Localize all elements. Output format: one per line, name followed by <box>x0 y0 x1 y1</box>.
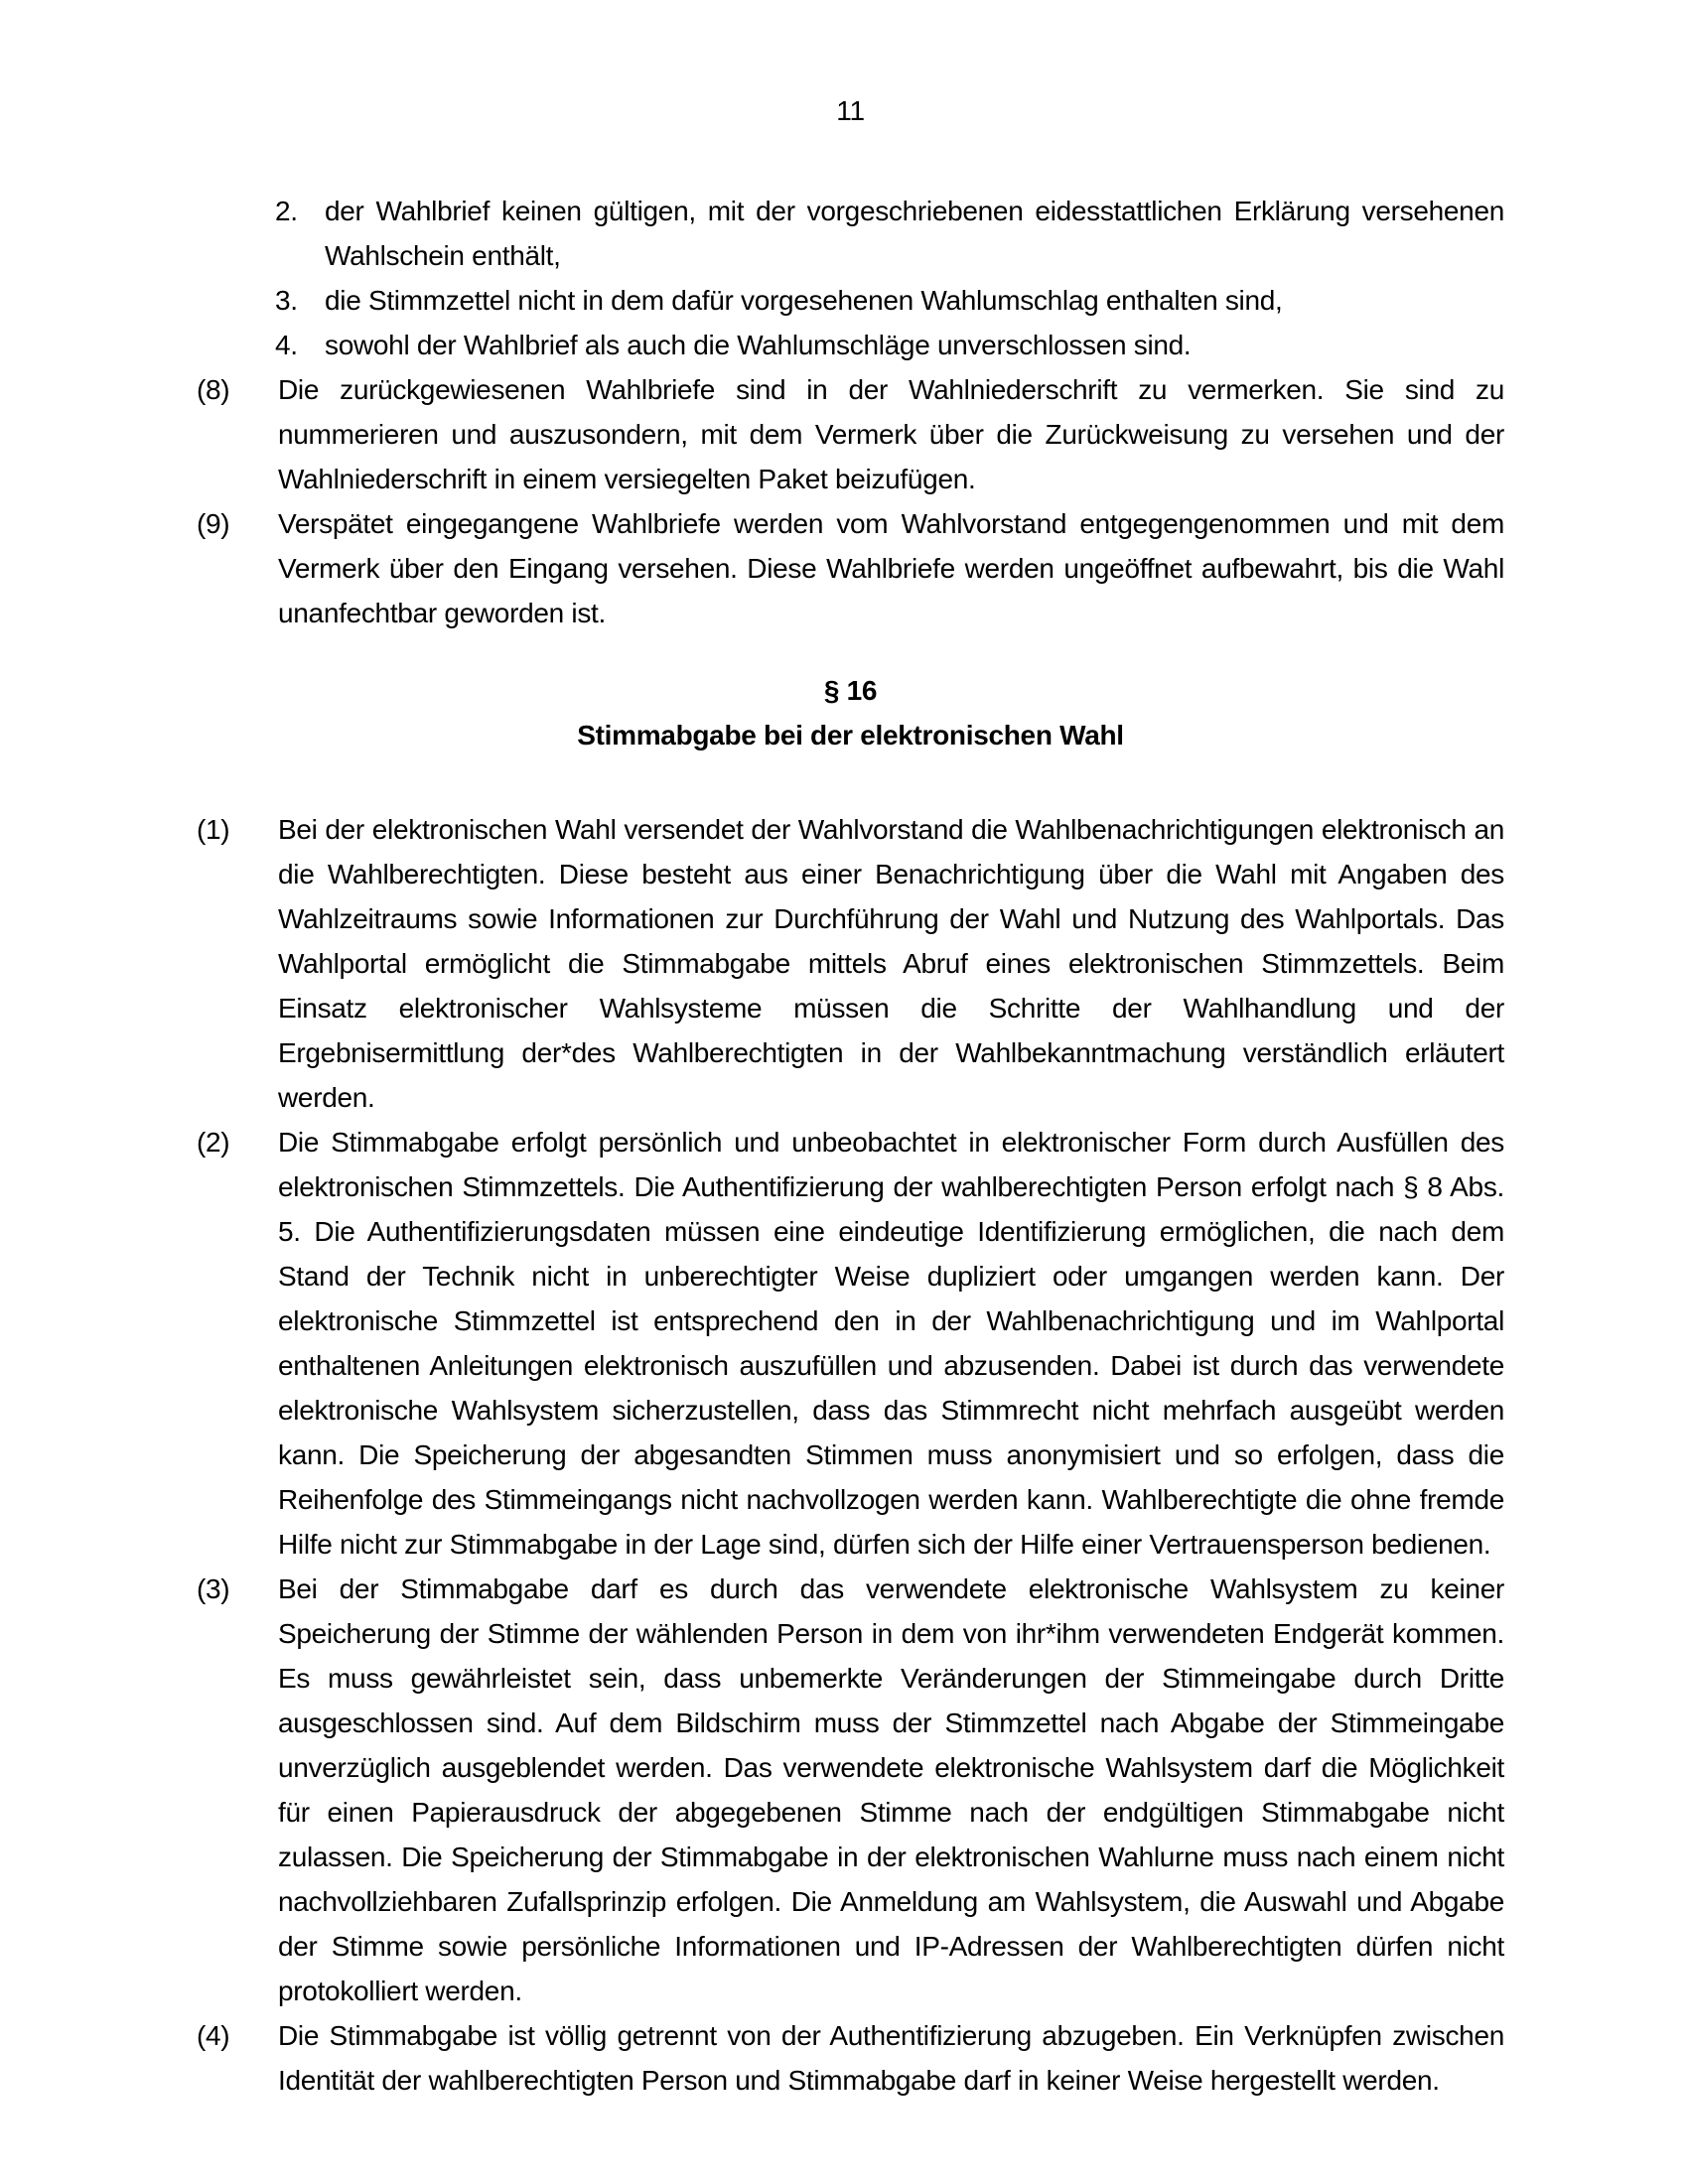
paragraph <box>197 2013 1504 2103</box>
paragraph-text: Die Stimmabgabe erfolgt persönlich und unbeobachtet in elektronischer Form durch Ausfüllen des elektronischen Stimmzettels. Die Authentifizierung der wahlberechtigten Person erfolgt nach § 8 Abs. 5. Die Authentifizierungsdaten müssen eine eindeutige Identifizierung ermöglichen, die nach dem Stand der Technik nicht in unberechtigter Weise dupliziert oder umgangen werden kann. Der elektronische Stimmzettel ist entsprechend den in der Wahlbenachrichtigung und im Wahlportal enthaltenen Anleitungen elektronisch auszufüllen und abzusenden. Dabei ist durch das verwendete elektronische Wahlsystem sicherzustellen, dass das Stimmrecht nicht mehrfach ausgeübt werden kann. Die Speicherung der abgesandten Stimmen muss anonymisiert und so erfolgen, dass die Reihenfolge des Stimmeingangs nicht nachvollzogen werden kann. Wahlberechtigte die ohne fremde Hilfe nicht zur Stimmabgabe in der Lage sind, dürfen sich der Hilfe einer Vertrauensperson bedienen. <box>278 1127 1504 1560</box>
list-item-number: 4. <box>275 330 298 360</box>
paragraph-number: (9) <box>197 508 230 539</box>
paragraph <box>197 807 1504 1120</box>
paragraph-text: Verspätet eingegangene Wahlbriefe werden vom Wahlvorstand entgegengenommen und mit dem Vermerk über den Eingang versehen. Diese Wahlbriefe werden ungeöffnet aufbewahrt, bis die Wahl unanfechtbar geworden ist. <box>278 508 1504 628</box>
paragraph-number: (1) <box>197 814 230 845</box>
section-title: Stimmabgabe bei der elektronischen Wahl <box>577 720 1124 751</box>
list-item <box>275 278 1504 323</box>
document-content <box>197 189 1504 2103</box>
paragraph-number: (8) <box>197 374 230 405</box>
list-item-text: die Stimmzettel nicht in dem dafür vorgesehenen Wahlumschlag enthalten sind, <box>325 285 1283 316</box>
paragraph-text: Bei der Stimmabgabe darf es durch das verwendete elektronische Wahlsystem zu keiner Speicherung der Stimme der wählenden Person in dem von ihr*ihm verwendeten Endgerät kommen. Es muss gewährleistet sein, dass unbemerkte Veränderungen der Stimmeingabe durch Dritte ausgeschlossen sind. Auf dem Bildschirm muss der Stimmzettel nach Abgabe der Stimmeingabe unverzüglich ausgeblendet werden. Das verwendete elektronische Wahlsystem darf die Möglichkeit für einen Papierausdruck der abgegebenen Stimme nach der endgültigen Stimmabgabe nicht zulassen. Die Speicherung der Stimmabgabe in der elektronischen Wahlurne muss nach einem nicht nachvollziehbaren Zufallsprinzip erfolgen. Die Anmeldung am Wahlsystem, die Auswahl und Abgabe der Stimme sowie persönliche Informationen und IP-Adressen der Wahlberechtigten dürfen nicht protokolliert werden. <box>278 1573 1504 2006</box>
paragraph <box>197 1120 1504 1567</box>
paragraph-text: Die Stimmabgabe ist völlig getrennt von der Authentifizierung abzugeben. Ein Verknüpfen zwischen Identität der wahlberechtigten Person und Stimmabgabe darf in keiner Weise hergestellt werden. <box>278 2020 1504 2096</box>
paragraph-text: Bei der elektronischen Wahl versendet der Wahlvorstand die Wahlbenachrichtigungen elektronisch an die Wahlberechtigten. Diese besteht aus einer Benachrichtigung über die Wahl mit Angaben des Wahlzeitraums sowie Informationen zur Durchführung der Wahl und Nutzung des Wahlportals. Das Wahlportal ermöglicht die Stimmabgabe mittels Abruf eines elektronischen Stimmzettels. Beim Einsatz elektronischer Wahlsysteme müssen die Schritte der Wahlhandlung und der Ergebnisermittlung der*des Wahlberechtigten in der Wahlbekanntmachung verständlich erläutert werden. <box>278 814 1504 1113</box>
paragraph <box>197 1567 1504 2013</box>
paragraph-number: (2) <box>197 1127 230 1158</box>
list-item-number: 3. <box>275 285 298 316</box>
list-item-text: sowohl der Wahlbrief als auch die Wahlumschläge unverschlossen sind. <box>325 330 1192 360</box>
list-item-text: der Wahlbrief keinen gültigen, mit der vorgeschriebenen eidesstattlichen Erklärung versehenen Wahlschein enthält, <box>325 196 1504 271</box>
paragraph-text: Die zurückgewiesenen Wahlbriefe sind in der Wahlniederschrift zu vermerken. Sie sind zu nummerieren und auszusondern, mit dem Vermerk über die Zurückweisung zu versehen und der Wahlniederschrift in einem versiegelten Paket beizufügen. <box>278 374 1504 494</box>
paragraph-number: (4) <box>197 2020 230 2051</box>
list-item <box>275 323 1504 367</box>
list-item <box>275 189 1504 278</box>
page-number: 11 <box>836 95 865 126</box>
paragraph <box>197 367 1504 501</box>
section-heading <box>197 668 1504 757</box>
section-number: § 16 <box>823 675 878 706</box>
paragraph-number: (3) <box>197 1573 230 1604</box>
list-item-number: 2. <box>275 196 298 226</box>
paragraph <box>197 501 1504 635</box>
